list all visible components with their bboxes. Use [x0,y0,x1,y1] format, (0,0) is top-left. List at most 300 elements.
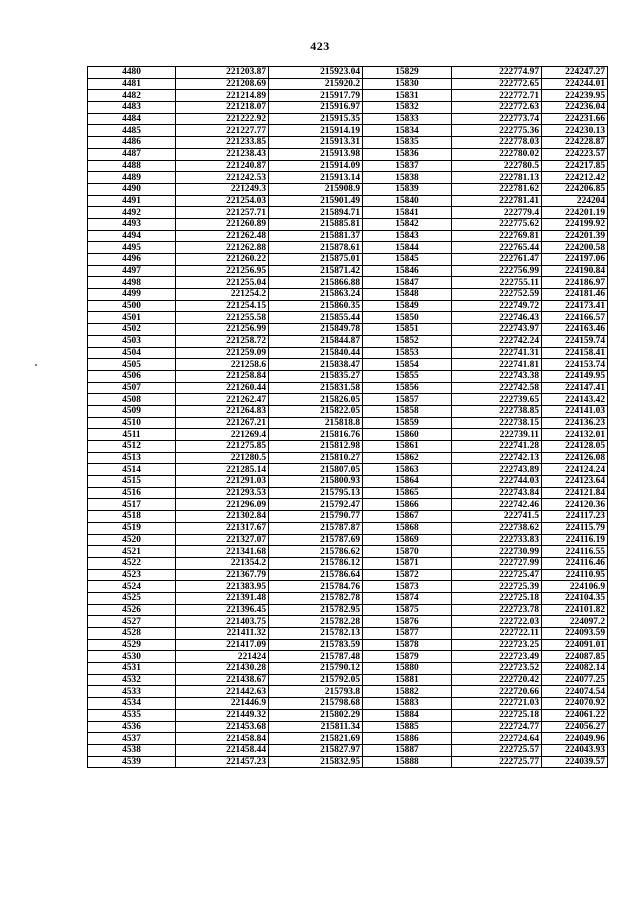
table-cell: 224190.84 [542,265,608,277]
table-cell: 215885.81 [269,218,363,230]
table-cell: 15834 [363,125,452,137]
table-cell: 4503 [88,335,176,347]
table-cell: 221391.48 [176,592,269,604]
table-row [88,686,608,698]
table-cell: 15880 [363,663,452,675]
table-cell: 15863 [363,464,452,476]
table-cell: 224186.97 [542,277,608,289]
table-cell: 15845 [363,254,452,266]
table-cell: 224228.87 [542,137,608,149]
table-cell: 15887 [363,744,452,756]
table-cell: 15837 [363,160,452,172]
table-cell: 15854 [363,359,452,371]
table-cell: 4535 [88,709,176,721]
table-cell: 222780.5 [452,160,542,172]
table-cell: 224106.9 [542,581,608,593]
table-row [88,265,608,277]
table-cell: 221255.58 [176,312,269,324]
table-cell: 4524 [88,581,176,593]
table-cell: 222761.47 [452,254,542,266]
table-cell: 215908.9 [269,183,363,195]
table-cell: 222725.18 [452,709,542,721]
table-cell: 224097.2 [542,616,608,628]
table-cell: 221258.6 [176,359,269,371]
table-cell: 224201.19 [542,207,608,219]
table-cell: 4485 [88,125,176,137]
table-cell: 221222.92 [176,113,269,125]
table-cell: 221424 [176,651,269,663]
table-row [88,370,608,382]
table-cell: 221218.07 [176,102,269,114]
table-row [88,557,608,569]
table-cell: 224132.01 [542,429,608,441]
table-row [88,651,608,663]
table-cell: 222743.89 [452,464,542,476]
table-cell: 4487 [88,148,176,160]
table-cell: 224049.96 [542,733,608,745]
table-cell: 215792.47 [269,499,363,511]
table-cell: 215881.37 [269,230,363,242]
table-cell: 15885 [363,721,452,733]
table-cell: 222780.02 [452,148,542,160]
table-cell: 222723.52 [452,663,542,675]
table-cell: 224158.41 [542,347,608,359]
table-cell: 215782.13 [269,628,363,640]
table-cell: 215812.98 [269,441,363,453]
table-cell: 222781.62 [452,183,542,195]
table-cell: 222722.11 [452,628,542,640]
table-cell: 15883 [363,698,452,710]
table-cell: 15840 [363,195,452,207]
table-cell: 221258.72 [176,335,269,347]
table-cell: 224204 [542,195,608,207]
table-cell: 224153.74 [542,359,608,371]
table-cell: 215913.31 [269,137,363,149]
table-row [88,312,608,324]
table-cell: 215835.27 [269,370,363,382]
table-cell: 15838 [363,172,452,184]
table-cell: 215860.35 [269,300,363,312]
table-cell: 4515 [88,476,176,488]
table-cell: 4534 [88,698,176,710]
table-row [88,744,608,756]
table-row [88,382,608,394]
table-row [88,254,608,266]
table-cell: 215792.05 [269,674,363,686]
table-cell: 221438.67 [176,674,269,686]
table-cell: 221285.14 [176,464,269,476]
table-cell: 221242.53 [176,172,269,184]
table-cell: 224163.46 [542,324,608,336]
table-cell: 224212.42 [542,172,608,184]
table-cell: 15875 [363,604,452,616]
table-cell: 222772.71 [452,90,542,102]
table-cell: 221260.89 [176,218,269,230]
table-row [88,511,608,523]
table-cell: 224136.23 [542,417,608,429]
table-cell: 4513 [88,452,176,464]
table-row [88,230,608,242]
table-cell: 224236.04 [542,102,608,114]
table-cell: 222742.58 [452,382,542,394]
table-cell: 222743.38 [452,370,542,382]
table-cell: 222752.59 [452,289,542,301]
table-cell: 215810.27 [269,452,363,464]
table-cell: 4508 [88,394,176,406]
table-cell: 215816.76 [269,429,363,441]
table-cell: 215832.95 [269,756,363,768]
table-cell: 221254.15 [176,300,269,312]
table-cell: 221254.2 [176,289,269,301]
table-cell: 221280.5 [176,452,269,464]
table-cell: 221260.44 [176,382,269,394]
table-cell: 221262.48 [176,230,269,242]
table-cell: 221293.53 [176,487,269,499]
table-cell: 215826.05 [269,394,363,406]
table-cell: 222742.24 [452,335,542,347]
table-cell: 222738.15 [452,417,542,429]
table-cell: 221341.68 [176,546,269,558]
table-cell: 221458.44 [176,744,269,756]
table-cell: 224173.41 [542,300,608,312]
table-cell: 4517 [88,499,176,511]
table-cell: 224116.19 [542,534,608,546]
table-cell: 15869 [363,534,452,546]
table-row [88,394,608,406]
coordinates-table [87,66,608,768]
table-cell: 4507 [88,382,176,394]
table-row [88,300,608,312]
table-cell: 215786.62 [269,546,363,558]
table-cell: 222741.28 [452,441,542,453]
table-cell: 224200.58 [542,242,608,254]
table-row [88,663,608,675]
table-cell: 221354.2 [176,557,269,569]
table-cell: 221255.04 [176,277,269,289]
table-cell: 15832 [363,102,452,114]
table-cell: 222765.44 [452,242,542,254]
table-cell: 224070.92 [542,698,608,710]
table-cell: 15829 [363,67,452,79]
table-cell: 15872 [363,569,452,581]
table-cell: 222742.46 [452,499,542,511]
table-cell: 4532 [88,674,176,686]
table-cell: 221403.75 [176,616,269,628]
table-cell: 224199.92 [542,218,608,230]
table-cell: 4491 [88,195,176,207]
table-cell: 4498 [88,277,176,289]
table-cell: 221257.71 [176,207,269,219]
table-cell: 222721.03 [452,698,542,710]
table-cell: 215920.2 [269,78,363,90]
table-cell: 222723.25 [452,639,542,651]
table-cell: 224110.95 [542,569,608,581]
table-cell: 221411.32 [176,628,269,640]
table-cell: 215800.93 [269,476,363,488]
table-cell: 221262.47 [176,394,269,406]
table-cell: 4490 [88,183,176,195]
table-cell: 222781.13 [452,172,542,184]
table-cell: 4516 [88,487,176,499]
table-cell: 15836 [363,148,452,160]
margin-mark [35,364,37,366]
table-cell: 221208.69 [176,78,269,90]
table-cell: 222725.18 [452,592,542,604]
table-cell: 15831 [363,90,452,102]
table-cell: 222725.47 [452,569,542,581]
table-cell: 221458.84 [176,733,269,745]
table-cell: 215786.12 [269,557,363,569]
page-number: 423 [310,39,330,53]
table-cell: 222775.36 [452,125,542,137]
table-cell: 4504 [88,347,176,359]
table-cell: 221449.32 [176,709,269,721]
table-row [88,487,608,499]
table-row [88,324,608,336]
table-cell: 4522 [88,557,176,569]
table-cell: 15853 [363,347,452,359]
table-cell: 215793.8 [269,686,363,698]
table-cell: 215849.78 [269,324,363,336]
table-cell: 15874 [363,592,452,604]
table-cell: 222742.13 [452,452,542,464]
table-cell: 224101.82 [542,604,608,616]
table-cell: 222746.43 [452,312,542,324]
table-cell: 224201.39 [542,230,608,242]
table-cell: 15860 [363,429,452,441]
table-cell: 215783.59 [269,639,363,651]
table-row [88,102,608,114]
table-cell: 15857 [363,394,452,406]
table-cell: 15876 [363,616,452,628]
table-cell: 15859 [363,417,452,429]
table-cell: 224149.95 [542,370,608,382]
table-cell: 4531 [88,663,176,675]
table-cell: 15879 [363,651,452,663]
table-cell: 215923.04 [269,67,363,79]
table-cell: 215866.88 [269,277,363,289]
table-cell: 4496 [88,254,176,266]
table-cell: 4511 [88,429,176,441]
table-cell: 215913.98 [269,148,363,160]
table-cell: 222741.31 [452,347,542,359]
table-cell: 4519 [88,522,176,534]
table-cell: 224247.27 [542,67,608,79]
table-cell: 221302.84 [176,511,269,523]
table-row [88,546,608,558]
table-cell: 224039.57 [542,756,608,768]
table-cell: 4501 [88,312,176,324]
table-row [88,721,608,733]
table-cell: 222769.81 [452,230,542,242]
table-cell: 221227.77 [176,125,269,137]
table-cell: 224126.08 [542,452,608,464]
table-cell: 4481 [88,78,176,90]
table-cell: 215878.61 [269,242,363,254]
table-cell: 215821.69 [269,733,363,745]
table-cell: 15855 [363,370,452,382]
table-cell: 215822.05 [269,405,363,417]
table-cell: 4505 [88,359,176,371]
table-cell: 221327.07 [176,534,269,546]
table-cell: 215855.44 [269,312,363,324]
table-cell: 222733.83 [452,534,542,546]
table-cell: 224121.84 [542,487,608,499]
table-cell: 4494 [88,230,176,242]
table-cell: 224128.05 [542,441,608,453]
table-cell: 15851 [363,324,452,336]
table-cell: 224147.41 [542,382,608,394]
table-row [88,242,608,254]
table-cell: 215807.05 [269,464,363,476]
table-cell: 221383.95 [176,581,269,593]
table-cell: 224181.46 [542,289,608,301]
table-cell: 224116.55 [542,546,608,558]
table-cell: 15888 [363,756,452,768]
table-cell: 215786.64 [269,569,363,581]
table-cell: 222774.97 [452,67,542,79]
table-row [88,698,608,710]
table-cell: 224239.95 [542,90,608,102]
table-row [88,359,608,371]
table-cell: 221203.87 [176,67,269,79]
table-cell: 221264.83 [176,405,269,417]
table-cell: 222727.99 [452,557,542,569]
table-cell: 15842 [363,218,452,230]
table-cell: 215827.97 [269,744,363,756]
table-cell: 15884 [363,709,452,721]
table-cell: 215901.49 [269,195,363,207]
table-cell: 221254.03 [176,195,269,207]
table-cell: 215790.12 [269,663,363,675]
table-row [88,289,608,301]
table-cell: 221267.21 [176,417,269,429]
table-cell: 222738.62 [452,522,542,534]
table-cell: 215840.44 [269,347,363,359]
table-cell: 4489 [88,172,176,184]
table-cell: 221233.85 [176,137,269,149]
table-cell: 224120.36 [542,499,608,511]
table-cell: 222739.65 [452,394,542,406]
table-row [88,90,608,102]
table-cell: 215787.48 [269,651,363,663]
table-cell: 222756.99 [452,265,542,277]
table-cell: 222720.42 [452,674,542,686]
table-row [88,756,608,768]
table-cell: 15873 [363,581,452,593]
table-row [88,137,608,149]
table-cell: 224217.85 [542,160,608,172]
table-cell: 222723.49 [452,651,542,663]
table-cell: 224077.25 [542,674,608,686]
table-cell: 221430.28 [176,663,269,675]
table-row [88,218,608,230]
table-cell: 15848 [363,289,452,301]
table-cell: 4486 [88,137,176,149]
table-cell: 215784.76 [269,581,363,593]
table-cell: 221240.87 [176,160,269,172]
table-cell: 224093.59 [542,628,608,640]
table-cell: 224230.13 [542,125,608,137]
table-row [88,581,608,593]
table-row [88,125,608,137]
table-cell: 224043.93 [542,744,608,756]
table-cell: 215787.69 [269,534,363,546]
table-cell: 221256.99 [176,324,269,336]
table-cell: 15867 [363,511,452,523]
table-row [88,417,608,429]
table-cell: 222772.63 [452,102,542,114]
table-cell: 221258.84 [176,370,269,382]
table-cell: 215894.71 [269,207,363,219]
table-cell: 15846 [363,265,452,277]
table-cell: 221249.3 [176,183,269,195]
table-cell: 221275.85 [176,441,269,453]
table-cell: 221262.88 [176,242,269,254]
table-cell: 4518 [88,511,176,523]
table-cell: 215875.01 [269,254,363,266]
table-row [88,522,608,534]
table-cell: 222720.66 [452,686,542,698]
table-row [88,476,608,488]
table-cell: 4523 [88,569,176,581]
table-row [88,183,608,195]
table-cell: 4500 [88,300,176,312]
table-cell: 15847 [363,277,452,289]
table-cell: 4495 [88,242,176,254]
table-row [88,67,608,79]
table-cell: 215798.68 [269,698,363,710]
table-cell: 4520 [88,534,176,546]
table-cell: 224231.66 [542,113,608,125]
table-cell: 4530 [88,651,176,663]
table-row [88,195,608,207]
table-cell: 222741.5 [452,511,542,523]
table-cell: 222741.81 [452,359,542,371]
table-row [88,674,608,686]
table-cell: 215917.79 [269,90,363,102]
table-cell: 222779.4 [452,207,542,219]
table-cell: 222724.77 [452,721,542,733]
table-cell: 215871.42 [269,265,363,277]
table-row [88,405,608,417]
table-cell: 15881 [363,674,452,686]
table-cell: 224206.85 [542,183,608,195]
table-cell: 222725.57 [452,744,542,756]
table-cell: 4526 [88,604,176,616]
table-cell: 4528 [88,628,176,640]
table-cell: 222775.62 [452,218,542,230]
table-cell: 222743.84 [452,487,542,499]
table-cell: 224091.01 [542,639,608,651]
table-cell: 222723.78 [452,604,542,616]
table-cell: 215811.34 [269,721,363,733]
table-cell: 15886 [363,733,452,745]
table-cell: 215790.77 [269,511,363,523]
table-cell: 4538 [88,744,176,756]
table-cell: 221259.09 [176,347,269,359]
table-cell: 15862 [363,452,452,464]
table-cell: 4529 [88,639,176,651]
table-row [88,733,608,745]
table-cell: 215838.47 [269,359,363,371]
table-cell: 215782.28 [269,616,363,628]
table-cell: 222749.72 [452,300,542,312]
table-cell: 221256.95 [176,265,269,277]
table-cell: 221442.63 [176,686,269,698]
table-cell: 15843 [363,230,452,242]
table-cell: 222755.11 [452,277,542,289]
